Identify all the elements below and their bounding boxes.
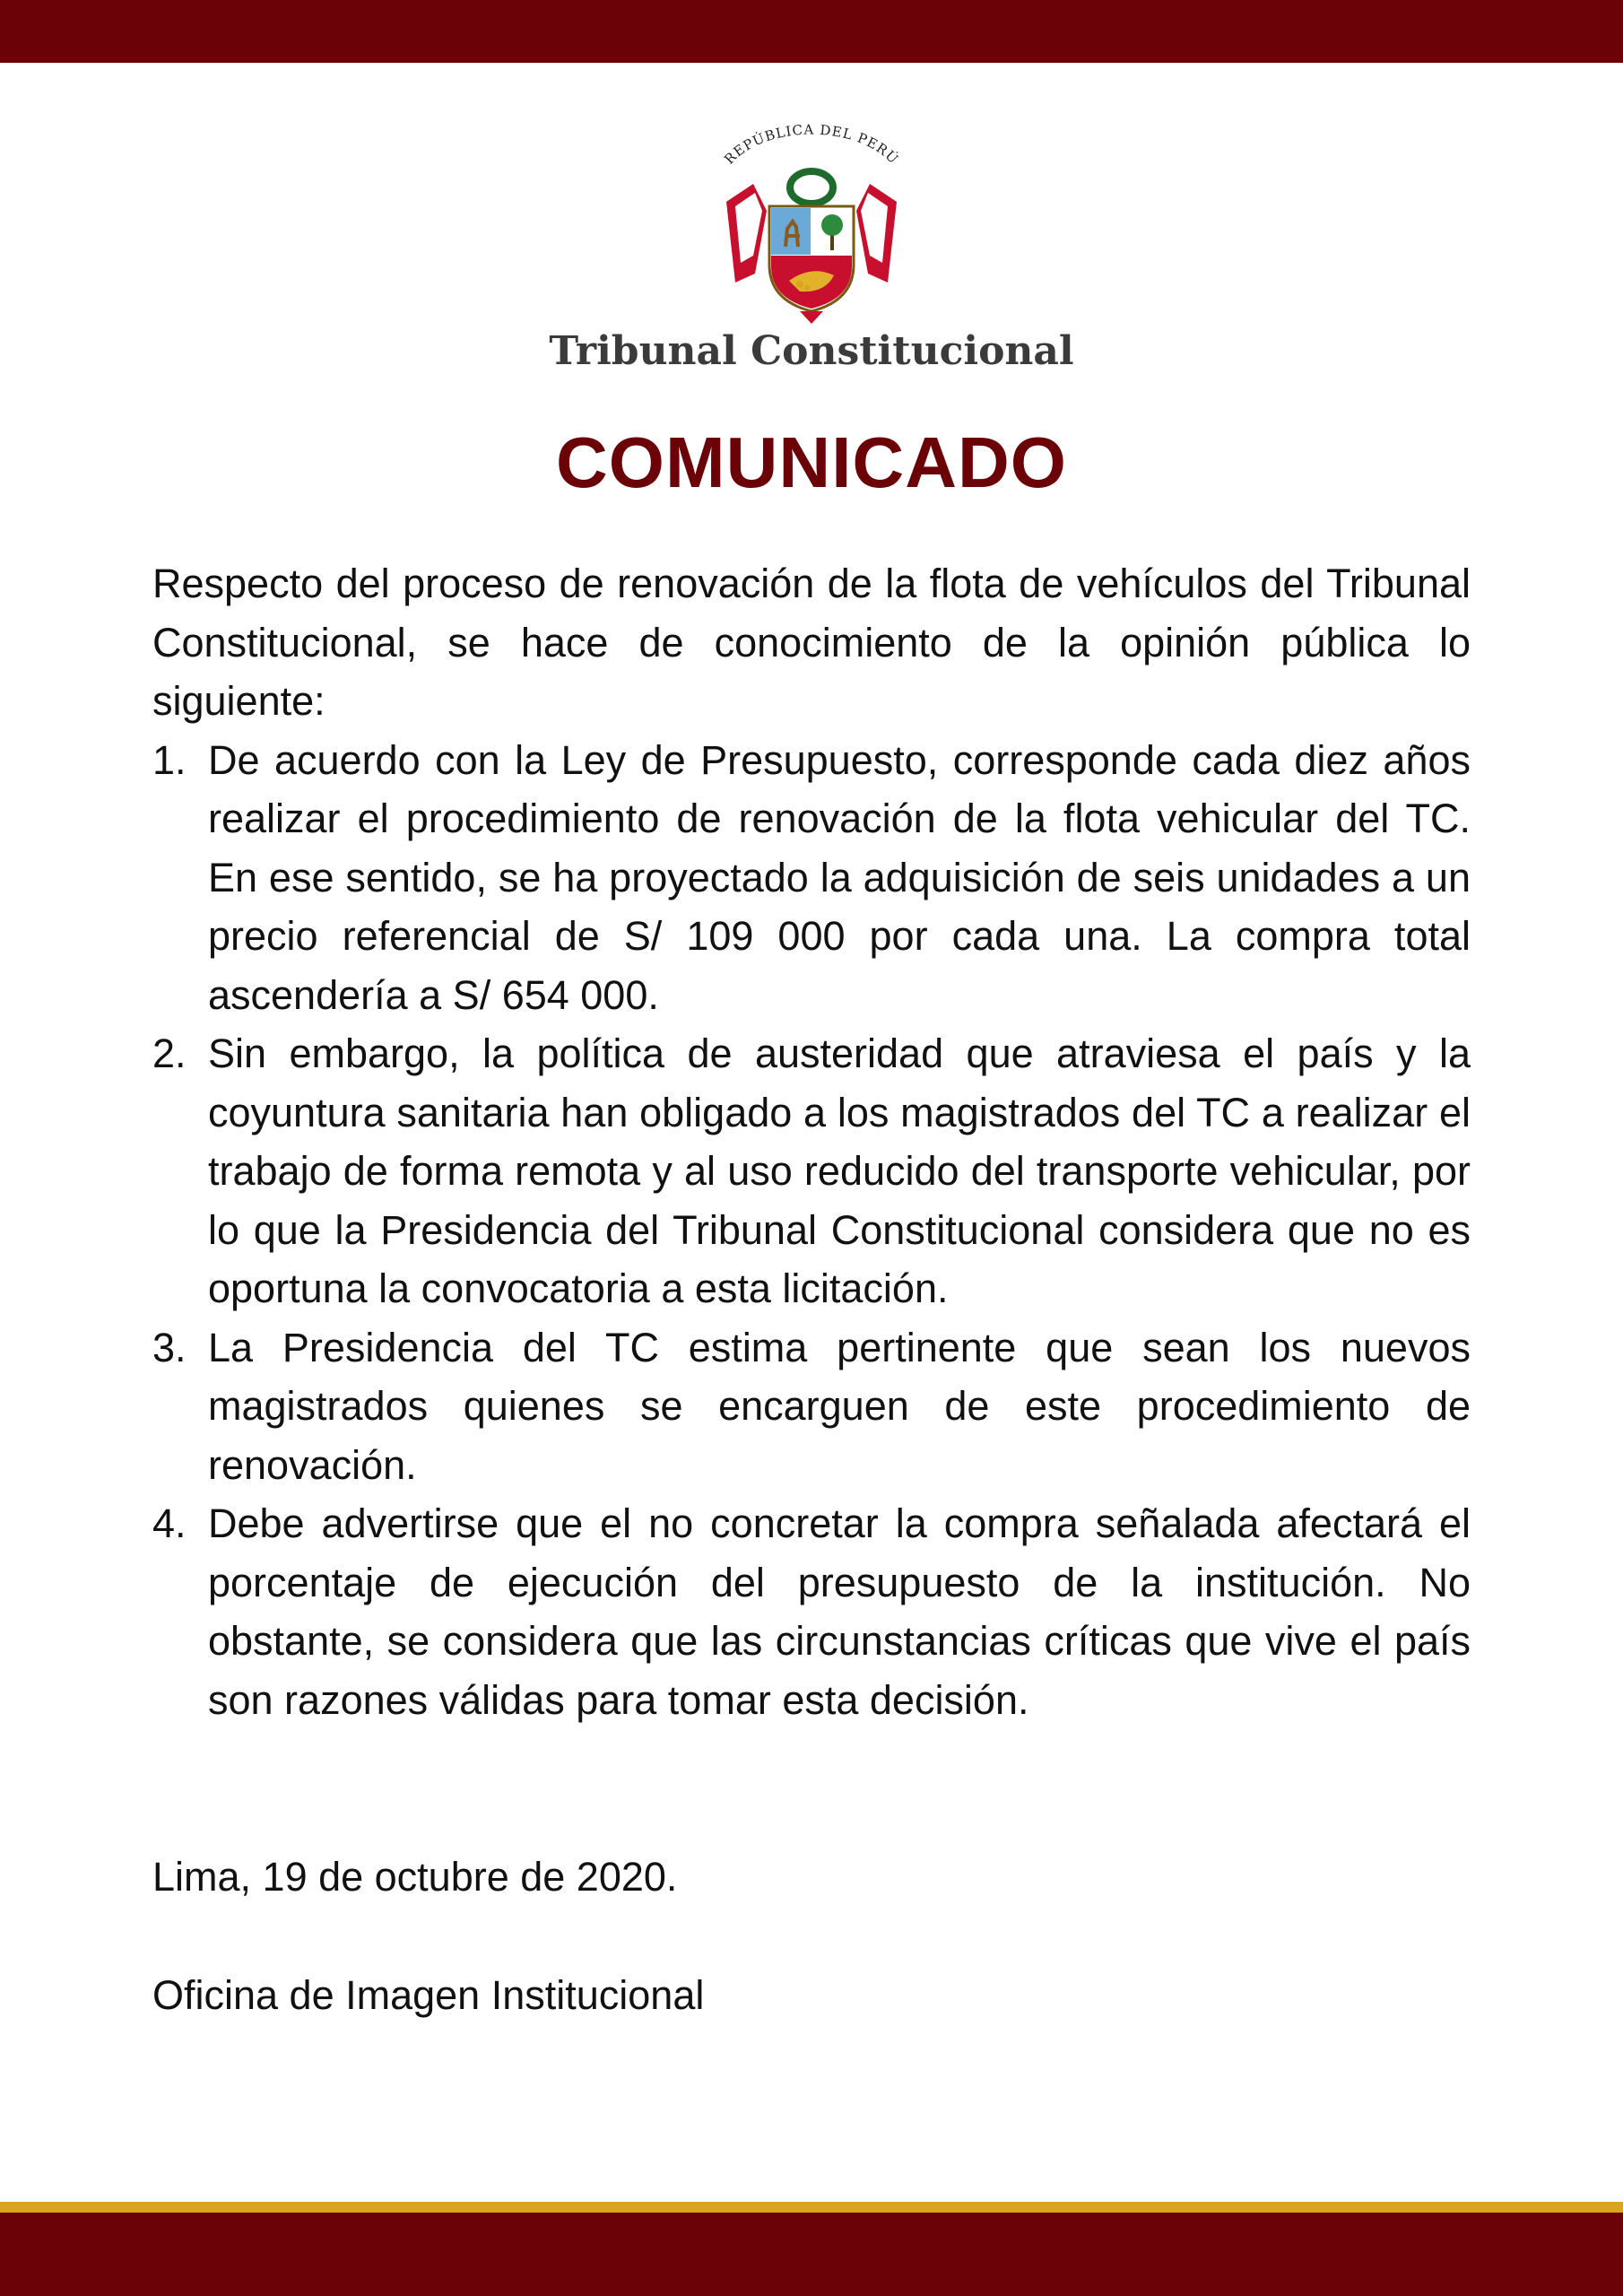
- communique-body: [152, 554, 1471, 1729]
- list-item: [152, 731, 1471, 1025]
- list-item-text: Debe advertirse que el no concretar la compra señalada afectará el porcentaje de ejecución del presupuesto de la institución. No obstante, se considera que las circunstancias críticas que vive el país son razones válidas para tomar esta decisión.: [208, 1500, 1471, 1723]
- list-item-number: 2.: [152, 1031, 187, 1076]
- intro-paragraph: Respecto del proceso de renovación de la flota de vehículos del Tribunal Constitucional, se hace de conocimiento de la opinión pública lo siguiente:: [152, 561, 1471, 724]
- list-item-text: De acuerdo con la Ley de Presupuesto, corresponde cada diez años realizar el procedimiento de renovación de la flota vehicular del TC. En ese sentido, se ha proyectado la adquisición de seis unidades a un precio referencial de S/ 109 000 por cada una. La compra total ascendería a S/ 654 000.: [208, 736, 1471, 1018]
- list-item: [152, 1318, 1471, 1495]
- bottom-banner-bar: [0, 2213, 1623, 2296]
- list-item-number: 4.: [152, 1500, 187, 1546]
- points-list: [152, 731, 1471, 1730]
- list-item-text: Sin embargo, la política de austeridad que atraviesa el país y la coyuntura sanitaria han obligado a los magistrados del TC a realizar el trabajo de forma remota y al uso reducido del transporte vehicular, por lo que la Presidencia del Tribunal Constitucional considera que no es oportuna la convocatoria a esta licitación.: [208, 1031, 1471, 1311]
- page-title: COMUNICADO: [556, 422, 1067, 502]
- peru-coat-of-arms-icon: [699, 121, 924, 336]
- institution-name: Tribunal Constitucional: [549, 328, 1074, 374]
- svg-text:REPÚBLICA DEL PERÚ: [721, 122, 902, 168]
- top-banner-bar: [0, 0, 1623, 63]
- signature-office: Oficina de Imagen Institucional: [152, 1972, 705, 2018]
- list-item-number: 1.: [152, 736, 187, 783]
- date-line: Lima, 19 de octubre de 2020.: [152, 1854, 678, 1900]
- list-item-number: 3.: [152, 1324, 187, 1370]
- list-item-text: La Presidencia del TC estima pertinente que sean los nuevos magistrados quienes se encarguen de este procedimiento de renovación.: [208, 1324, 1471, 1488]
- list-item: [152, 1024, 1471, 1318]
- bottom-gold-stripe: [0, 2202, 1623, 2213]
- seal-text: REPÚBLICA DEL PERÚ: [721, 121, 902, 168]
- list-item: [152, 1494, 1471, 1729]
